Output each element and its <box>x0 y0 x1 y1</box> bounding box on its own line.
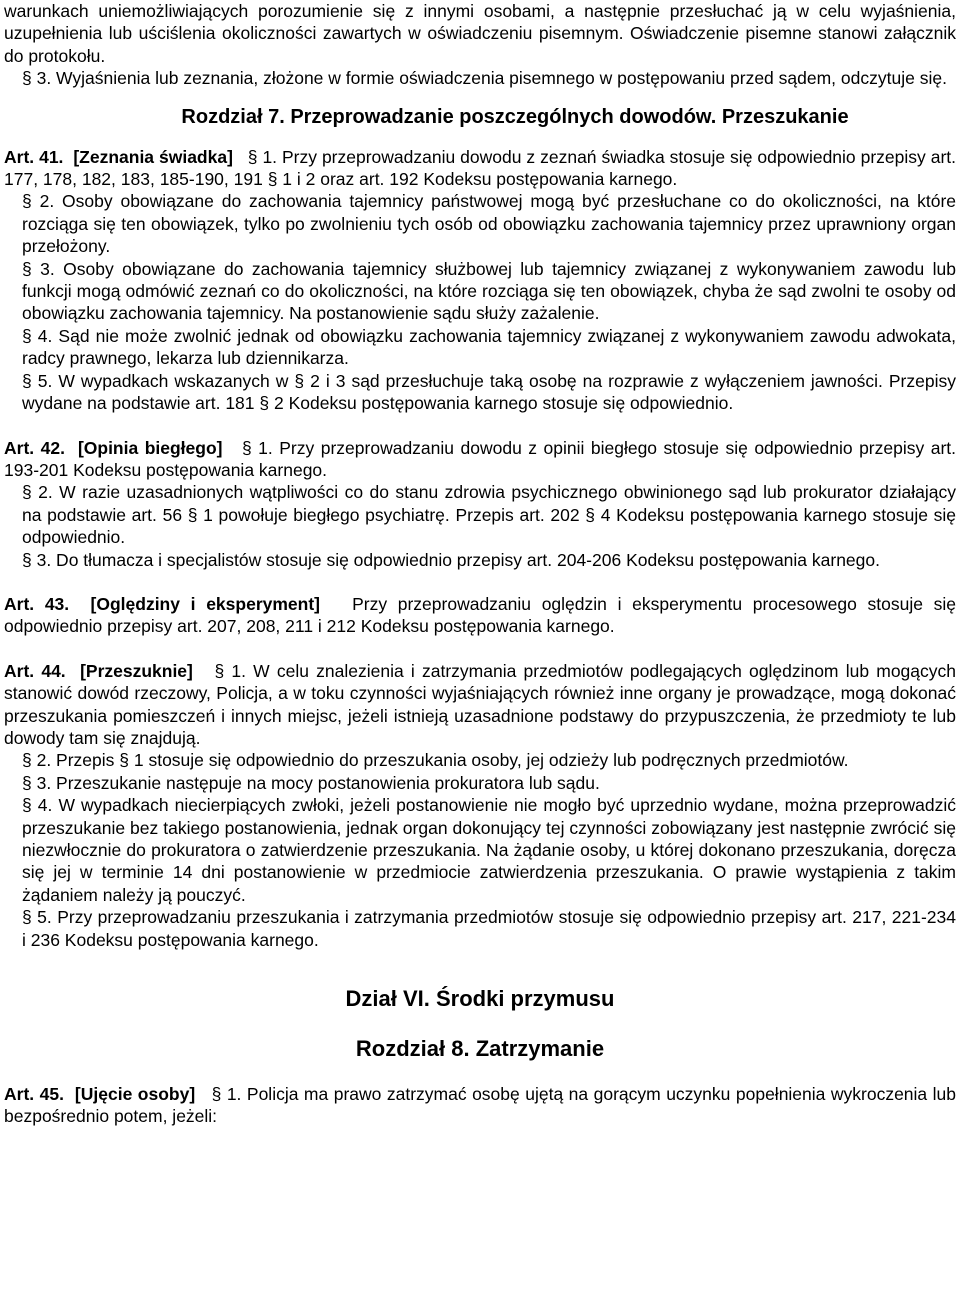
art-45-tag: [Ujęcie osoby] <box>74 1084 196 1105</box>
art-44-section-1 <box>4 660 956 750</box>
art-44-section-2: § 2. Przepis § 1 stosuje się odpowiednio do przeszukania osoby, jej odzieży lub podręcznych przedmiotów. <box>22 750 849 771</box>
art-41-tag: [Zeznania świadka] <box>73 146 233 167</box>
art-41-heading: Art. 41. <box>4 146 64 167</box>
art-42-section-3: § 3. Do tłumacza i specjalistów stosuje się odpowiednio przepisy art. 204-206 Kodeksu postępowania karnego. <box>22 549 880 570</box>
art-44-heading: Art. 44. <box>4 660 66 681</box>
art-45-section-1 <box>4 1083 956 1128</box>
chapter-8-title: Rozdział 8. Zatrzymanie <box>355 1036 605 1062</box>
art-42-section-1 <box>4 437 956 482</box>
chapter-7-title: Rozdział 7. Przeprowadzanie poszczególnych dowodów. Przeszukanie <box>181 105 849 128</box>
art-44-section-3: § 3. Przeszukanie następuje na mocy postanowienia prokuratora lub sądu. <box>22 772 600 793</box>
document-page <box>4 0 956 1128</box>
art-44-tag: [Przeszuknie] <box>80 660 193 681</box>
art-42-heading: Art. 42. <box>4 437 65 458</box>
art-42-section-2: § 2. W razie uzasadnionych wątpliwości co do stanu zdrowia psychicznego obwinionego sąd lub prokurator działający na podstawie art. 56 § 1 powołuje biegłego psychiatrę. Przepis art. 202 § 4 Kodeksu postępowania karnego stosuje się odpowiednio. <box>22 482 956 548</box>
art-41-section-1 <box>4 146 956 191</box>
art-45-section-1-text: § 1. Policja ma prawo zatrzymać osobę ujętą na gorącym uczynku popełnienia wykroczenia lub bezpośrednio potem, jeżeli: <box>4 1084 956 1127</box>
paragraph-intro-section-3: § 3. Wyjaśnienia lub zeznania, złożone w formie oświadczenia pisemnego w postępowaniu przed sądem, odczytuje się. <box>22 68 947 89</box>
art-44-section-5: § 5. Przy przeprowadzaniu przeszukania i zatrzymania przedmiotów stosuje się odpowiednio przepisy art. 217, 221-234 i 236 Kodeksu postępowania karnego. <box>22 907 956 950</box>
art-41-section-3: § 3. Osoby obowiązane do zachowania tajemnicy służbowej lub tajemnicy związanej z wykonywaniem zawodu lub funkcji mogą odmówić zeznań co do okoliczności, na które rozciąga się ten obowiązek, chyba że sąd zwolni te osoby od obowiązku zachowania tajemnicy. Na postanowienie sądu służy zażalenie. <box>22 258 956 324</box>
art-44-section-4: § 4. W wypadkach niecierpiących zwłoki, jeżeli postanowienie nie mogło być uprzednio wydane, można przeprowadzić przeszukanie bez takiego postanowienia, jednak organ dokonujący tej czynności zobowiązany jest następnie zwrócić się niezwłocznie do prokuratora o zatwierdzenie przeszukania. Na żądanie osoby, u której dokonano przeszukania, doręcza się jej w terminie 14 dni postanowienie w przedmiocie zatwierdzenia przeszukania. O prawie wystąpienia z takim żądaniem należy ją pouczyć. <box>22 795 956 905</box>
art-41-section-1-text: § 1. Przy przeprowadzaniu dowodu z zeznań świadka stosuje się odpowiednio przepisy art. 177, 178, 182, 183, 185-190, 191 § 1 i 2 oraz art. 192 Kodeksu postępowania karnego. <box>4 146 956 190</box>
art-45-heading: Art. 45. <box>4 1084 64 1105</box>
art-43-heading: Art. 43. <box>4 593 70 614</box>
art-43-paragraph <box>4 593 956 638</box>
art-42-tag: [Opinia biegłego] <box>77 437 223 458</box>
section-6-title: Dział VI. Środki przymusu <box>345 986 615 1012</box>
art-41-section-5: § 5. W wypadkach wskazanych w § 2 i 3 sąd przesłuchuje taką osobę na rozprawie z wyłączeniem jawności. Przepisy wydane na podstawie art. 181 § 2 Kodeksu postępowania karnego stosuje się odpowiednio. <box>22 370 956 414</box>
art-43-text: Przy przeprowadzaniu oględzin i eksperymentu procesowego stosuje się odpowiednio przepisy art. 207, 208, 211 i 212 Kodeksu postępowania karnego. <box>4 593 957 637</box>
art-43-tag: [Oględziny i eksperyment] <box>90 593 321 614</box>
paragraph-intro: warunkach uniemożliwiających porozumienie się z innymi osobami, a następnie przesłuchać ją w celu wyjaśnienia, uzupełnienia lub uściślenia okoliczności zawartych w oświadczeniu pisemnym. Oświadczenie pisemne stanowi załącznik do protokołu. <box>4 1 956 66</box>
art-41-section-2: § 2. Osoby obowiązane do zachowania tajemnicy państwowej mogą być przesłuchane co do okoliczności, na które rozciąga się ten obowiązek, tylko po zwolnieniu tych osób od obowiązku zachowania tajemnicy przez uprawniony organ przełożony. <box>22 191 956 257</box>
art-44-section-1-text: § 1. W celu znalezienia i zatrzymania przedmiotów podlegających oględzinom lub mogących stanowić dowód rzeczowy, Policja, a w toku czynności wyjaśniających również inne organy je prowadzące, mogą dokonać przeszukania pomieszczeń i innych miejsc, jeżeli istnieją uzasadnione podstawy do przypuszczenia, że przedmioty te lub dowody tam się znajdują. <box>4 660 957 748</box>
art-41-section-4: § 4. Sąd nie może zwolnić jednak od obowiązku zachowania tajemnicy związanej z wykonywaniem zawodu adwokata, radcy prawnego, lekarza lub dziennikarza. <box>22 325 956 369</box>
art-42-section-1-text: § 1. Przy przeprowadzaniu dowodu z opinii biegłego stosuje się odpowiednio przepisy art. 193-201 Kodeksu postępowania karnego. <box>4 437 957 480</box>
